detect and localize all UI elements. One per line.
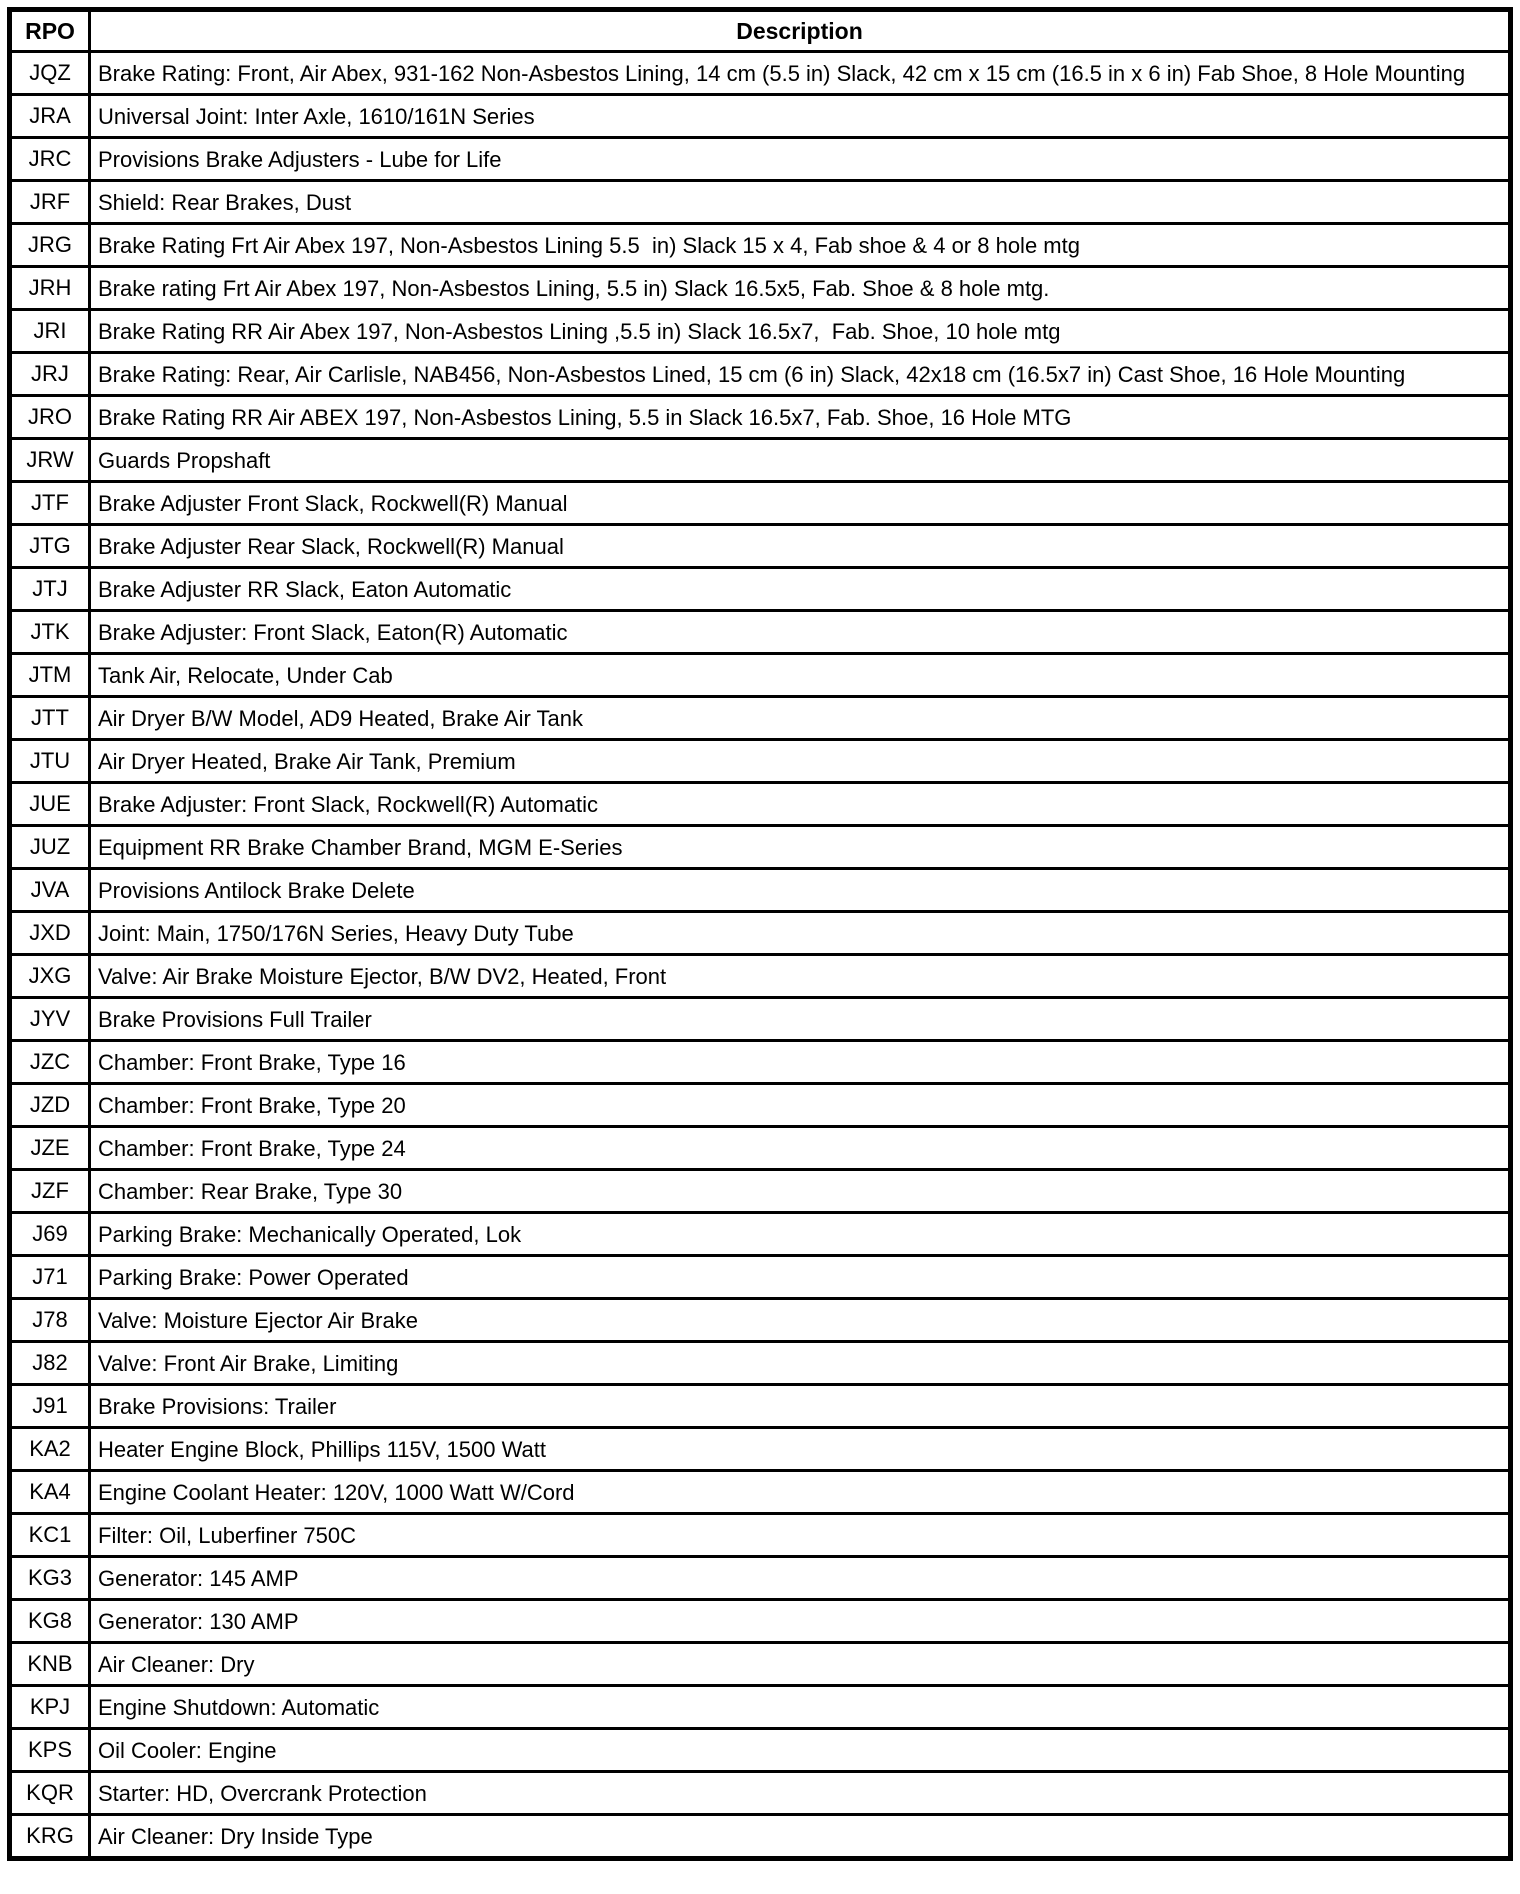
rpo-description: Brake rating Frt Air Abex 197, Non-Asbestos Lining, 5.5 in) Slack 16.5x5, Fab. Shoe & 8 hole mtg. — [90, 267, 1511, 310]
rpo-description: Joint: Main, 1750/176N Series, Heavy Duty Tube — [90, 912, 1511, 955]
rpo-description: Engine Shutdown: Automatic — [90, 1686, 1511, 1729]
table-row — [10, 439, 1511, 482]
table-row — [10, 1557, 1511, 1600]
table-row — [10, 1342, 1511, 1385]
header-row — [10, 10, 1511, 52]
rpo-description: Brake Adjuster: Front Slack, Rockwell(R) Automatic — [90, 783, 1511, 826]
rpo-code: JZD — [10, 1084, 90, 1127]
table-row — [10, 654, 1511, 697]
rpo-code: KPS — [10, 1729, 90, 1772]
rpo-code: J91 — [10, 1385, 90, 1428]
rpo-code: JZF — [10, 1170, 90, 1213]
rpo-code: JRC — [10, 138, 90, 181]
table-row — [10, 955, 1511, 998]
rpo-code: JVA — [10, 869, 90, 912]
rpo-code: JRJ — [10, 353, 90, 396]
rpo-description: Brake Rating Frt Air Abex 197, Non-Asbestos Lining 5.5 in) Slack 15 x 4, Fab shoe & 4 or 8 hole mtg — [90, 224, 1511, 267]
rpo-code: J69 — [10, 1213, 90, 1256]
table-row — [10, 1729, 1511, 1772]
table-row — [10, 568, 1511, 611]
table-header — [10, 10, 1511, 52]
table-row — [10, 310, 1511, 353]
table-row — [10, 1643, 1511, 1686]
table-row — [10, 826, 1511, 869]
rpo-code: JUZ — [10, 826, 90, 869]
rpo-code: JTT — [10, 697, 90, 740]
table-row — [10, 1686, 1511, 1729]
rpo-description: Heater Engine Block, Phillips 115V, 1500 Watt — [90, 1428, 1511, 1471]
rpo-description: Valve: Air Brake Moisture Ejector, B/W DV2, Heated, Front — [90, 955, 1511, 998]
rpo-code: JRF — [10, 181, 90, 224]
table-row — [10, 1084, 1511, 1127]
table-row — [10, 1385, 1511, 1428]
rpo-code: JZE — [10, 1127, 90, 1170]
rpo-code: JRA — [10, 95, 90, 138]
rpo-description: Air Dryer Heated, Brake Air Tank, Premium — [90, 740, 1511, 783]
rpo-code: JTU — [10, 740, 90, 783]
rpo-code: KRG — [10, 1815, 90, 1859]
rpo-description: Air Cleaner: Dry — [90, 1643, 1511, 1686]
table-row — [10, 869, 1511, 912]
rpo-description: Brake Adjuster Front Slack, Rockwell(R) Manual — [90, 482, 1511, 525]
table-row — [10, 1127, 1511, 1170]
rpo-code: JTG — [10, 525, 90, 568]
rpo-code: JUE — [10, 783, 90, 826]
table-row — [10, 181, 1511, 224]
rpo-description: Guards Propshaft — [90, 439, 1511, 482]
rpo-description: Brake Provisions: Trailer — [90, 1385, 1511, 1428]
table-row — [10, 1256, 1511, 1299]
rpo-code: JRG — [10, 224, 90, 267]
rpo-description: Brake Rating RR Air Abex 197, Non-Asbestos Lining ,5.5 in) Slack 16.5x7, Fab. Shoe, 10 hole mtg — [90, 310, 1511, 353]
rpo-code: JRI — [10, 310, 90, 353]
rpo-description: Oil Cooler: Engine — [90, 1729, 1511, 1772]
column-header-description: Description — [90, 10, 1511, 52]
rpo-code: KA4 — [10, 1471, 90, 1514]
rpo-description: Brake Provisions Full Trailer — [90, 998, 1511, 1041]
column-header-rpo: RPO — [10, 10, 90, 52]
rpo-code: JTK — [10, 611, 90, 654]
table-row — [10, 697, 1511, 740]
table-row — [10, 525, 1511, 568]
rpo-description: Brake Adjuster RR Slack, Eaton Automatic — [90, 568, 1511, 611]
rpo-code: JQZ — [10, 52, 90, 95]
table-row — [10, 998, 1511, 1041]
table-row — [10, 95, 1511, 138]
rpo-code: JZC — [10, 1041, 90, 1084]
rpo-description: Shield: Rear Brakes, Dust — [90, 181, 1511, 224]
rpo-description: Universal Joint: Inter Axle, 1610/161N Series — [90, 95, 1511, 138]
table-row — [10, 353, 1511, 396]
table-row — [10, 1815, 1511, 1859]
table-row — [10, 1299, 1511, 1342]
table-row — [10, 52, 1511, 95]
rpo-code: KPJ — [10, 1686, 90, 1729]
rpo-code: KG3 — [10, 1557, 90, 1600]
table-row — [10, 1170, 1511, 1213]
rpo-code: KG8 — [10, 1600, 90, 1643]
rpo-description: Brake Adjuster Rear Slack, Rockwell(R) Manual — [90, 525, 1511, 568]
table-row — [10, 1041, 1511, 1084]
table-row — [10, 1471, 1511, 1514]
rpo-description: Provisions Antilock Brake Delete — [90, 869, 1511, 912]
rpo-description: Brake Adjuster: Front Slack, Eaton(R) Automatic — [90, 611, 1511, 654]
rpo-description: Brake Rating: Front, Air Abex, 931-162 Non-Asbestos Lining, 14 cm (5.5 in) Slack, 42 cm x 15 cm (16.5 in x 6 in) Fab Shoe, 8 Hole Mounting — [90, 52, 1511, 95]
rpo-description: Engine Coolant Heater: 120V, 1000 Watt W/Cord — [90, 1471, 1511, 1514]
table-row — [10, 1428, 1511, 1471]
table-row — [10, 482, 1511, 525]
rpo-description: Air Dryer B/W Model, AD9 Heated, Brake Air Tank — [90, 697, 1511, 740]
rpo-description-table — [7, 7, 1513, 1861]
rpo-code: KA2 — [10, 1428, 90, 1471]
rpo-code: JRO — [10, 396, 90, 439]
table-body — [10, 52, 1511, 1859]
rpo-description: Chamber: Rear Brake, Type 30 — [90, 1170, 1511, 1213]
table-row — [10, 138, 1511, 181]
rpo-code: JTJ — [10, 568, 90, 611]
rpo-description: Brake Rating RR Air ABEX 197, Non-Asbestos Lining, 5.5 in Slack 16.5x7, Fab. Shoe, 16 Hole MTG — [90, 396, 1511, 439]
rpo-code: JXD — [10, 912, 90, 955]
rpo-code: J78 — [10, 1299, 90, 1342]
rpo-code: JTM — [10, 654, 90, 697]
rpo-description: Filter: Oil, Luberfiner 750C — [90, 1514, 1511, 1557]
rpo-description: Valve: Moisture Ejector Air Brake — [90, 1299, 1511, 1342]
rpo-description: Chamber: Front Brake, Type 20 — [90, 1084, 1511, 1127]
table-row — [10, 1213, 1511, 1256]
rpo-description: Parking Brake: Mechanically Operated, Lok — [90, 1213, 1511, 1256]
table-row — [10, 740, 1511, 783]
rpo-code: KNB — [10, 1643, 90, 1686]
table-row — [10, 224, 1511, 267]
table-row — [10, 1514, 1511, 1557]
table-row — [10, 267, 1511, 310]
rpo-code: JYV — [10, 998, 90, 1041]
rpo-description: Tank Air, Relocate, Under Cab — [90, 654, 1511, 697]
rpo-code: JRH — [10, 267, 90, 310]
rpo-code: JTF — [10, 482, 90, 525]
table-row — [10, 396, 1511, 439]
table-row — [10, 1772, 1511, 1815]
rpo-description: Parking Brake: Power Operated — [90, 1256, 1511, 1299]
rpo-description: Air Cleaner: Dry Inside Type — [90, 1815, 1511, 1859]
rpo-code: J71 — [10, 1256, 90, 1299]
rpo-description: Valve: Front Air Brake, Limiting — [90, 1342, 1511, 1385]
table-row — [10, 783, 1511, 826]
table-row — [10, 912, 1511, 955]
rpo-description: Chamber: Front Brake, Type 16 — [90, 1041, 1511, 1084]
rpo-description: Brake Rating: Rear, Air Carlisle, NAB456, Non-Asbestos Lined, 15 cm (6 in) Slack, 42x18 cm (16.5x7 in) Cast Shoe, 16 Hole Mounting — [90, 353, 1511, 396]
rpo-code: JRW — [10, 439, 90, 482]
rpo-description: Chamber: Front Brake, Type 24 — [90, 1127, 1511, 1170]
rpo-code: KQR — [10, 1772, 90, 1815]
rpo-code: KC1 — [10, 1514, 90, 1557]
rpo-description: Provisions Brake Adjusters - Lube for Life — [90, 138, 1511, 181]
rpo-code: J82 — [10, 1342, 90, 1385]
rpo-description: Generator: 145 AMP — [90, 1557, 1511, 1600]
rpo-code: JXG — [10, 955, 90, 998]
table-row — [10, 611, 1511, 654]
rpo-description: Generator: 130 AMP — [90, 1600, 1511, 1643]
rpo-description: Starter: HD, Overcrank Protection — [90, 1772, 1511, 1815]
table-row — [10, 1600, 1511, 1643]
rpo-description: Equipment RR Brake Chamber Brand, MGM E-Series — [90, 826, 1511, 869]
